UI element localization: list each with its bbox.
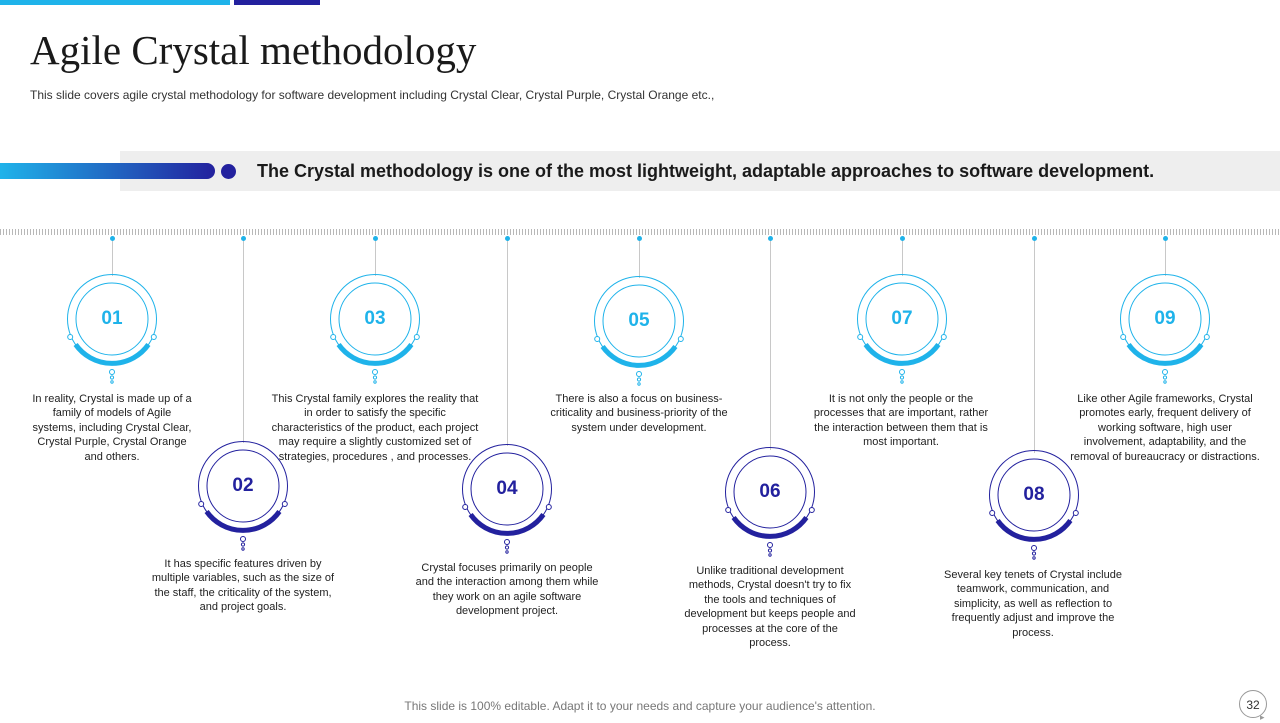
connector-line xyxy=(639,240,640,278)
step-node-05 xyxy=(593,275,685,393)
connector-line xyxy=(902,240,903,276)
step-number: 08 xyxy=(1023,484,1045,505)
step-number: 03 xyxy=(364,308,386,329)
step-description: Crystal focuses primarily on people and the interaction among them while they work on an agile software development project. xyxy=(415,562,599,618)
step-node-07 xyxy=(856,273,948,391)
step-description: It has specific features driven by multiple variables, such as the size of the staff, the criticality of the system, and project goals. xyxy=(151,558,335,614)
step-description: This Crystal family explores the reality that in order to satisfy the specific characteristics of the product, each project may require a slightly customized set of strategies, procedures , and processes. xyxy=(271,393,479,463)
connector-line xyxy=(112,240,113,276)
connector-line xyxy=(1034,240,1035,453)
step-description: It is not only the people or the processes that are important, rather the interaction between them that is most important. xyxy=(813,393,989,449)
timeline-dot xyxy=(1032,236,1037,241)
timeline-dot xyxy=(900,236,905,241)
step-number: 07 xyxy=(891,308,913,329)
top-accent-bar-blue xyxy=(0,0,230,5)
connector-line xyxy=(507,240,508,446)
timeline-dot xyxy=(768,236,773,241)
banner-gradient-bar xyxy=(0,163,215,179)
connector-line xyxy=(243,240,244,443)
step-number: 01 xyxy=(101,308,123,329)
timeline-dot xyxy=(505,236,510,241)
step-number: 06 xyxy=(759,481,781,502)
timeline-dot xyxy=(241,236,246,241)
step-node-09 xyxy=(1119,273,1211,391)
slide-subtitle: This slide covers agile crystal methodology for software development including Crystal Clear, Crystal Purple, Crystal Orange etc., xyxy=(30,88,715,102)
slide-title: Agile Crystal methodology xyxy=(30,27,477,73)
step-description: There is also a focus on business-criticality and business-priority of the system under development. xyxy=(550,393,728,434)
timeline-dot xyxy=(637,236,642,241)
step-number: 09 xyxy=(1154,308,1176,329)
banner-statement: The Crystal methodology is one of the most lightweight, adaptable approaches to software development. xyxy=(257,161,1155,181)
step-node-06 xyxy=(724,446,816,564)
top-accent-bar-navy xyxy=(234,0,320,5)
step-node-08 xyxy=(988,449,1080,567)
banner-dot xyxy=(221,164,236,179)
step-description: In reality, Crystal is made up of a family of models of Agile systems, including Crystal Clear, Crystal Purple, Crystal Orange and others. xyxy=(32,393,192,463)
page-arrow-icon: ▸ xyxy=(1260,712,1265,722)
footer-note: This slide is 100% editable. Adapt it to your needs and capture your audience's attention. xyxy=(404,699,876,713)
timeline-dot xyxy=(373,236,378,241)
timeline-dot xyxy=(1163,236,1168,241)
step-node-01 xyxy=(66,273,158,391)
step-number: 04 xyxy=(496,478,518,499)
connector-line xyxy=(375,240,376,276)
timeline-ruler xyxy=(0,229,1280,235)
step-node-03 xyxy=(329,273,421,391)
step-description: Several key tenets of Crystal include teamwork, communication, and simplicity, as well as reflection to frequently adjust and improve the process. xyxy=(944,569,1122,639)
step-description: Unlike traditional development methods, Crystal doesn't try to fix the tools and techniques of development but keeps people and processes at the core of the process. xyxy=(684,565,856,650)
step-number: 02 xyxy=(232,475,254,496)
connector-line xyxy=(770,240,771,450)
step-description: Like other Agile frameworks, Crystal promotes early, frequent delivery of working software, high user involvement, adaptability, and the removal of bureaucracy or distractions. xyxy=(1070,393,1260,463)
timeline-dot xyxy=(110,236,115,241)
step-number: 05 xyxy=(628,310,650,331)
page-number: 32 xyxy=(1239,690,1267,718)
connector-line xyxy=(1165,240,1166,276)
step-node-04 xyxy=(461,443,553,561)
